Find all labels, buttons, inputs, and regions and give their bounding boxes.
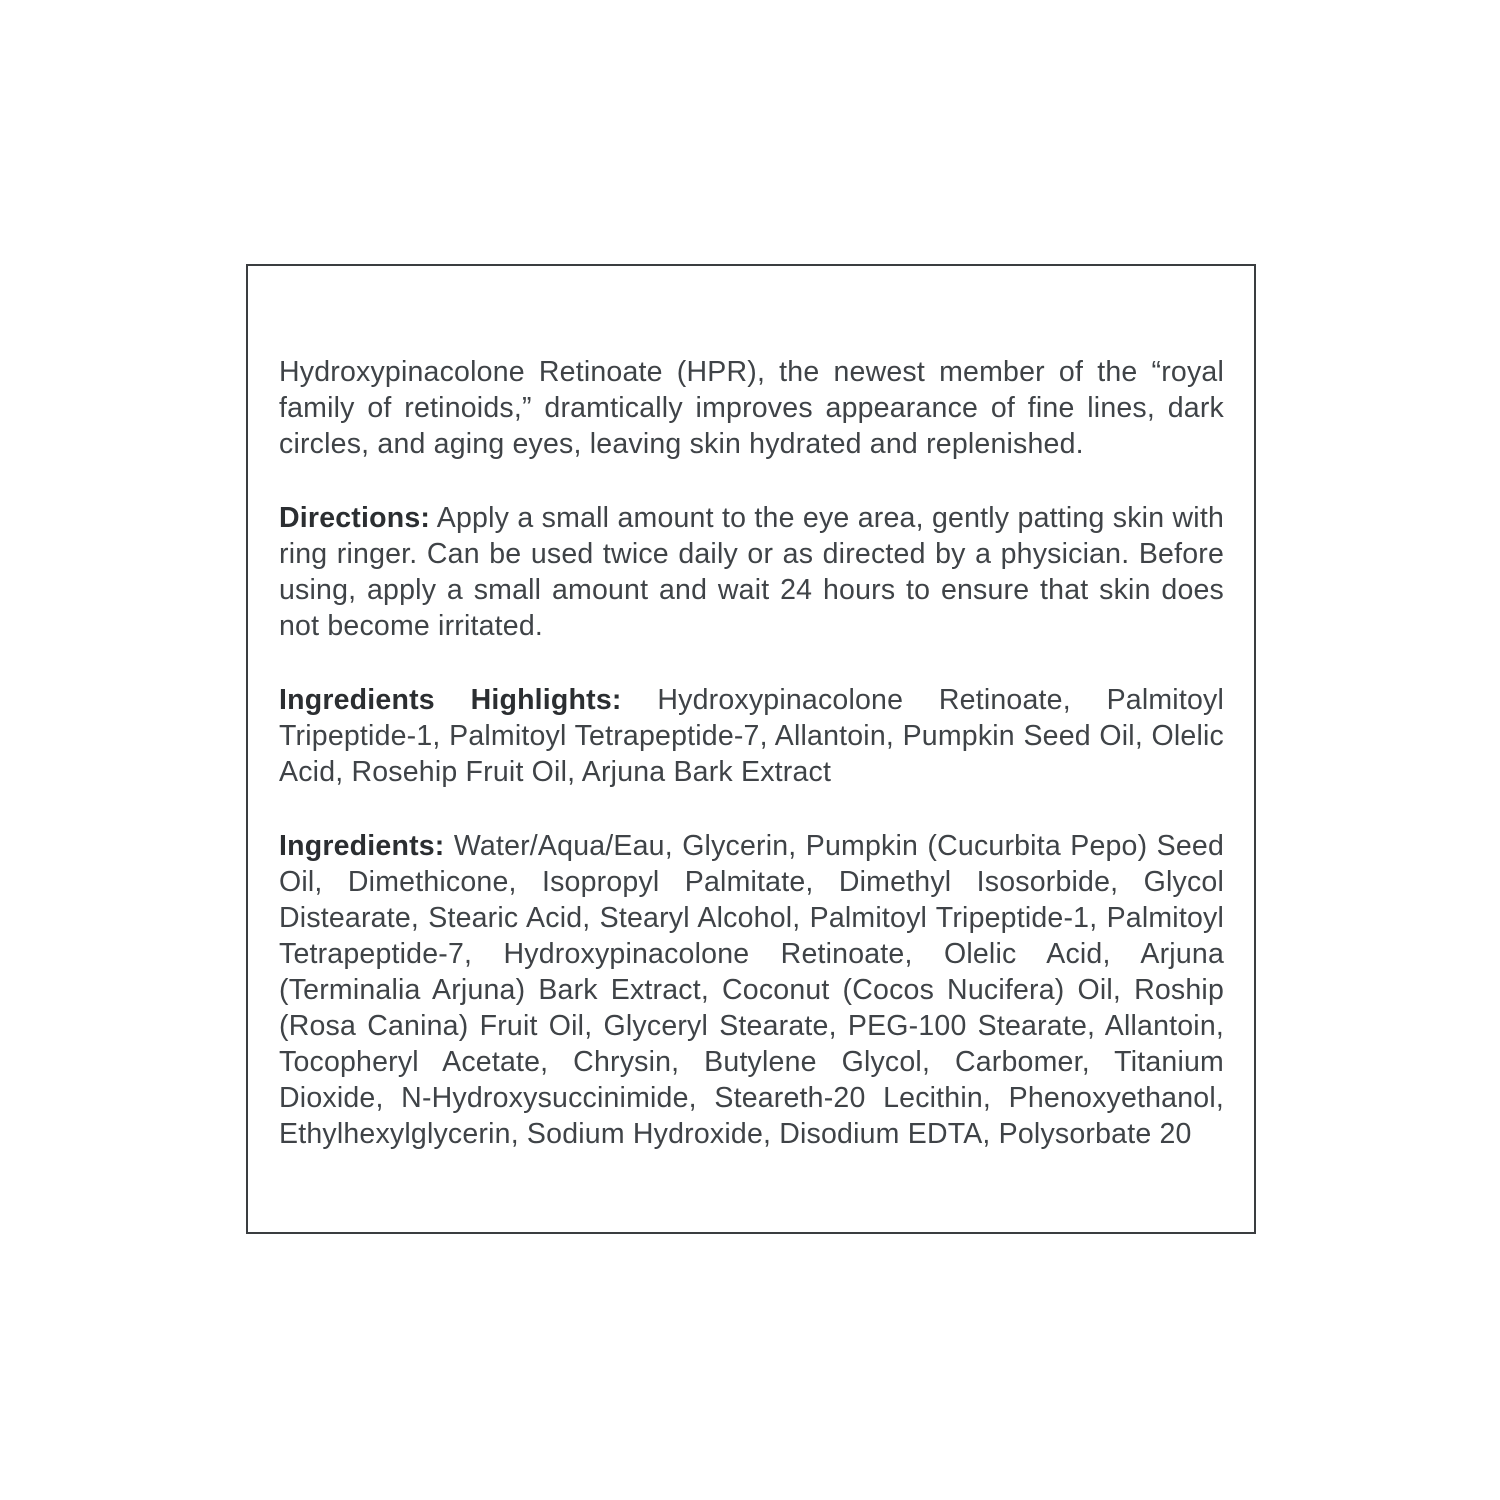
product-label-box	[246, 264, 1256, 1234]
directions-label: Directions:	[279, 502, 431, 534]
directions-paragraph	[279, 500, 1224, 644]
ingredients-text: Water/Aqua/Eau, Glycerin, Pumpkin (Cucurbita Pepo) Seed Oil, Dimethicone, Isopropyl Palmitate, Dimethyl Isosorbide, Glycol Distearate, Stearic Acid, Stearyl Alcohol, Palmitoyl Tripeptide-1, Palmitoyl Tetrapeptide-7, Hydroxypinacolone Retinoate, Olelic Acid, Arjuna (Terminalia Arjuna) Bark Extract, Coconut (Cocos Nucifera) Oil, Roship (Rosa Canina) Fruit Oil, Glyceryl Stearate, PEG-100 Stearate, Allantoin, Tocopheryl Acetate, Chrysin, Butylene Glycol, Carbomer, Titanium Dioxide, N-Hydroxysuccinimide, Steareth-20 Lecithin, Phenoxyethanol, Ethylhexylglycerin, Sodium Hydroxide, Disodium EDTA, Polysorbate 20	[279, 830, 1224, 1150]
directions-text: Apply a small amount to the eye area, gently patting skin with ring ringer. Can be used twice daily or as directed by a physician. Before using, apply a small amount and wait 24 hours to ensure that skin does not become irritated.	[279, 502, 1225, 642]
intro-text: Hydroxypinacolone Retinoate (HPR), the newest member of the “royal family of retinoids,” dramtically improves appearance of fine lines, dark circles, and aging eyes, leaving skin hydrated and replenished.	[279, 356, 1224, 460]
ingredients-highlights-text: Hydroxypinacolone Retinoate, Palmitoyl Tripeptide-1, Palmitoyl Tetrapeptide-7, Allantoin, Pumpkin Seed Oil, Olelic Acid, Rosehip Fruit Oil, Arjuna Bark Extract	[279, 684, 1224, 788]
ingredients-paragraph	[279, 828, 1224, 1152]
ingredients-highlights-paragraph	[279, 682, 1224, 790]
ingredients-label: Ingredients:	[279, 830, 445, 862]
intro-paragraph	[279, 354, 1224, 462]
ingredients-highlights-label: Ingredients Highlights:	[279, 684, 622, 716]
